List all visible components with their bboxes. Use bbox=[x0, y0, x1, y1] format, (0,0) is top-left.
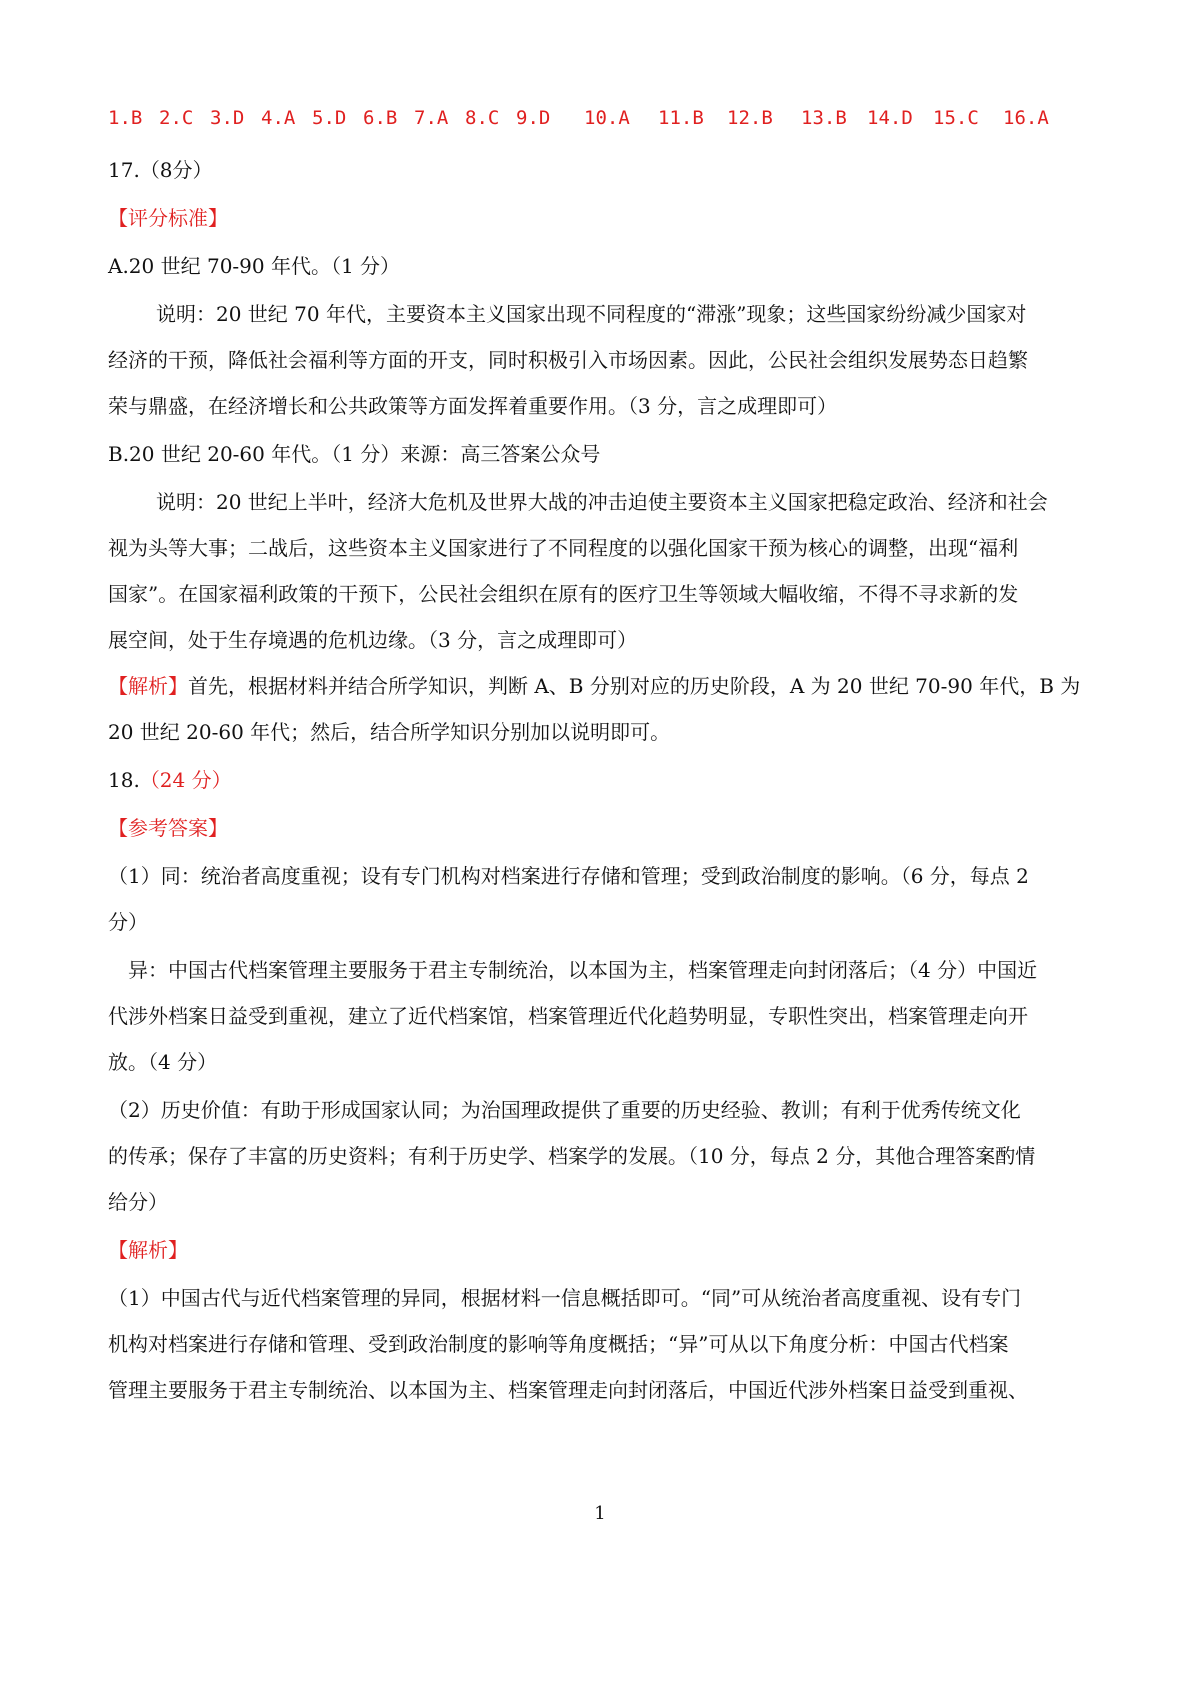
q18-analysis-line: 机构对档案进行存储和管理、受到政治制度的影响等角度概括；“异”可从以下角度分析：中国古代档案 bbox=[108, 1332, 1009, 1356]
answer-13: 13.B bbox=[801, 107, 847, 129]
q18-part1-diff-line: 代涉外档案日益受到重视，建立了近代档案馆，档案管理近代化趋势明显，专职性突出，档案管理走向开 bbox=[108, 1004, 1028, 1028]
page-number: 1 bbox=[594, 1503, 606, 1524]
q18-analysis-label: 【解析】 bbox=[108, 1238, 188, 1262]
answer-1: 1.B bbox=[108, 107, 143, 129]
answer-3: 3.D bbox=[210, 107, 245, 129]
q17-b-desc-line: 视为头等大事；二战后，这些资本主义国家进行了不同程度的以强化国家干预为核心的调整，出现“福利 bbox=[108, 536, 1019, 560]
q18-part1-same-line: 分） bbox=[108, 910, 148, 934]
answer-16: 16.A bbox=[1003, 107, 1049, 129]
answer-6: 6.B bbox=[363, 107, 398, 129]
answer-5: 5.D bbox=[312, 107, 347, 129]
multiple-choice-answers bbox=[108, 104, 1053, 132]
answer-9: 9.D bbox=[516, 107, 551, 129]
q18-part2-line: （2）历史价值：有助于形成国家认同；为治国理政提供了重要的历史经验、教训；有利于优秀传统文化 bbox=[108, 1098, 1021, 1122]
answer-14: 14.D bbox=[867, 107, 913, 129]
answer-7: 7.A bbox=[414, 107, 449, 129]
q17-number: 17. bbox=[108, 158, 140, 182]
q18-score: （24 分） bbox=[139, 768, 232, 792]
q17-heading bbox=[108, 156, 213, 184]
q18-number: 18. bbox=[108, 768, 140, 792]
q18-heading bbox=[108, 766, 232, 794]
q17-analysis-text-2: 20 世纪 20-60 年代；然后，结合所学知识分别加以说明即可。 bbox=[108, 720, 671, 744]
answer-10: 10.A bbox=[584, 107, 630, 129]
q18-reference-label: 【参考答案】 bbox=[108, 816, 228, 840]
q18-part1-same-line: （1）同：统治者高度重视；设有专门机构对档案进行存储和管理；受到政治制度的影响。（6 分，每点 2 bbox=[108, 864, 1029, 888]
answer-15: 15.C bbox=[933, 107, 979, 129]
q17-b-desc-line: 说明：20 世纪上半叶，经济大危机及世界大战的冲击迫使主要资本主义国家把稳定政治、经济和社会 bbox=[156, 490, 1048, 514]
q17-b-line: B.20 世纪 20-60 年代。（1 分）来源：高三答案公众号 bbox=[108, 442, 601, 466]
q17-criteria-label: 【评分标准】 bbox=[108, 206, 228, 230]
q17-score: （8分） bbox=[139, 158, 213, 182]
answer-8: 8.C bbox=[465, 107, 500, 129]
q17-analysis-label: 【解析】 bbox=[108, 674, 188, 698]
q17-a-desc-line: 荣与鼎盛，在经济增长和公共政策等方面发挥着重要作用。（3 分，言之成理即可） bbox=[108, 394, 838, 418]
answer-2: 2.C bbox=[159, 107, 194, 129]
q18-analysis-line: 管理主要服务于君主专制统治、以本国为主、档案管理走向封闭落后，中国近代涉外档案日益受到重视、 bbox=[108, 1378, 1028, 1402]
q18-analysis-line: （1）中国古代与近代档案管理的异同，根据材料一信息概括即可。“同”可从统治者高度重视、设有专门 bbox=[108, 1286, 1022, 1310]
q18-part1-diff-line: 异：中国古代档案管理主要服务于君主专制统治，以本国为主，档案管理走向封闭落后；（4 分）中国近 bbox=[128, 958, 1038, 982]
q18-part2-line: 给分） bbox=[108, 1190, 168, 1214]
q17-a-line: A.20 世纪 70-90 年代。（1 分） bbox=[108, 254, 401, 278]
q18-part1-diff-line: 放。（4 分） bbox=[108, 1050, 218, 1074]
q17-b-desc-line: 国家”。在国家福利政策的干预下，公民社会组织在原有的医疗卫生等领域大幅收缩，不得不寻求新的发 bbox=[108, 582, 1019, 606]
q17-analysis-text: 首先，根据材料并结合所学知识，判断 A、B 分别对应的历史阶段，A 为 20 世纪 70-90 年代，B 为 bbox=[188, 674, 1081, 698]
answer-4: 4.A bbox=[261, 107, 296, 129]
answer-11: 11.B bbox=[658, 107, 704, 129]
q17-a-desc-line: 经济的干预，降低社会福利等方面的开支，同时积极引入市场因素。因此，公民社会组织发展势态日趋繁 bbox=[108, 348, 1028, 372]
q17-analysis bbox=[108, 672, 1080, 700]
q17-a-desc-line: 说明：20 世纪 70 年代，主要资本主义国家出现不同程度的“滞涨”现象；这些国家纷纷减少国家对 bbox=[156, 302, 1027, 326]
q17-b-desc-line: 展空间，处于生存境遇的危机边缘。（3 分，言之成理即可） bbox=[108, 628, 638, 652]
q18-part2-line: 的传承；保存了丰富的历史资料；有利于历史学、档案学的发展。（10 分，每点 2 分，其他合理答案酌情 bbox=[108, 1144, 1036, 1168]
answer-12: 12.B bbox=[727, 107, 773, 129]
